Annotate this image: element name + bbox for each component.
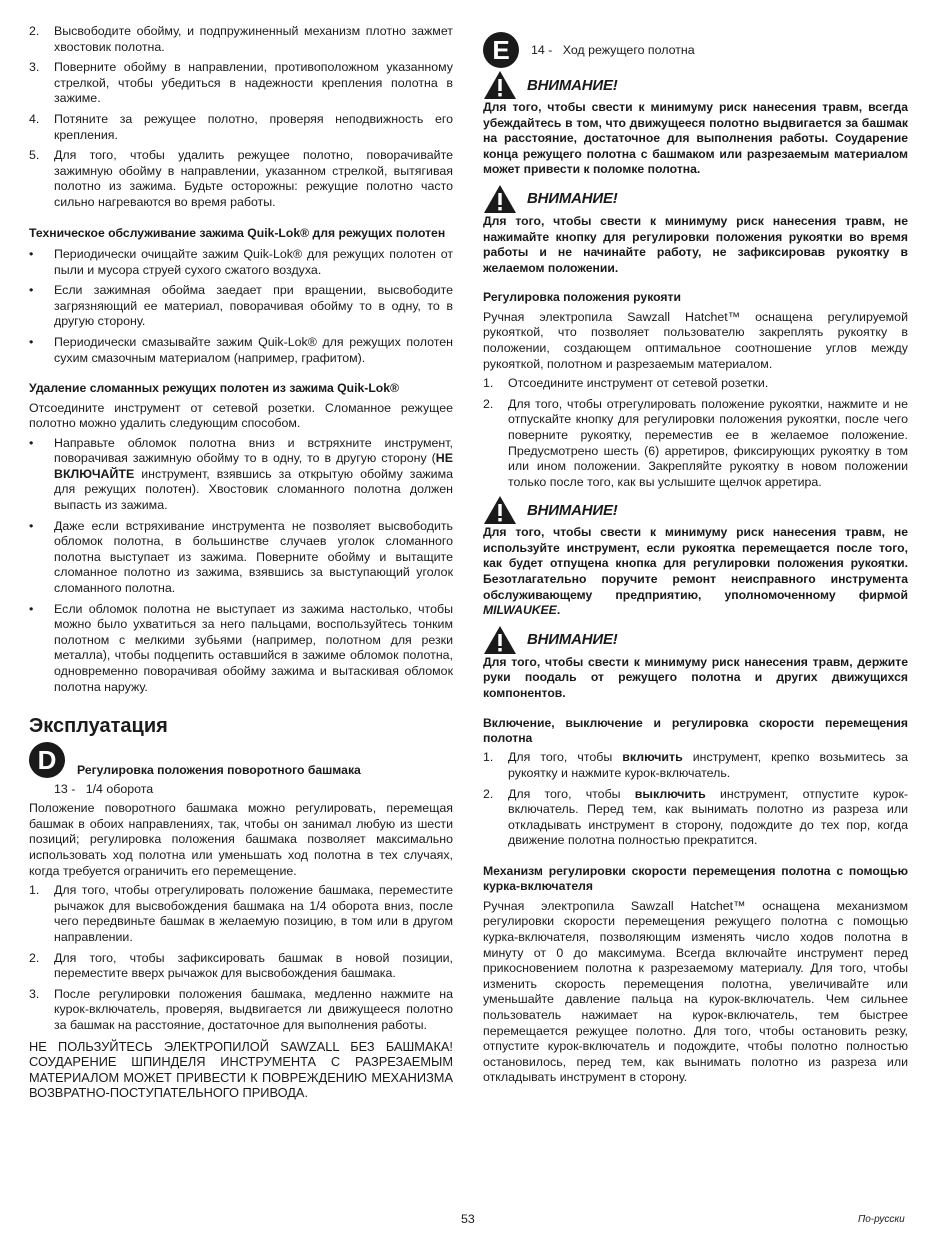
warning-triangle-icon: [483, 495, 517, 525]
warning-header: [483, 629, 908, 651]
bullet-icon: •: [29, 518, 34, 533]
list-item: 4. Потяните за режущее полотно, проверяя неподвижность его крепления.: [29, 111, 453, 142]
warning-header: [483, 74, 908, 96]
warning-title: ВНИМАНИЕ!: [527, 190, 618, 208]
page-number: 53: [461, 1212, 475, 1226]
section-heading: Удаление сломанных режущих полотен из зажима Quik-Lok®: [29, 381, 399, 396]
paragraph: Ручная электропила Sawzall Hatchet™ оснащена механизмом регулировки скорости перемещения режущего полотна с помощью курка-включателя, позволяющим изменять число ходов полотна в минуту от 0 до максимума. Всегда включайте инструмент перед прикосновением полотна к разрезаемому материалу. Для того, чтобы изменить скорость перемещения полотна, увеличивайте или уменьшайте давление пальца на курок-включатель. Чем сильнее пользователь нажимает на курок-включатель, тем быстрее перемещается режущее полотно. Для того, чтобы остановить резку, отпустите курок-включатель и подождите, чтобы полотно полностью остановилось, перед тем, как вынимать полотно из разреза или откладывать инструмент в сторону.: [483, 898, 908, 1085]
paragraph: Отсоедините инструмент от сетевой розетки. Сломанное режущее полотно можно удалить следующим способом.: [29, 400, 453, 431]
warning-title: ВНИМАНИЕ!: [527, 501, 618, 519]
warning-text: Для того, чтобы свести к минимуму риск нанесения травм, не используйте инструмент, если рукоятка перемещается после того, как будет отпущена кнопка для регулировки положения рукоятки. Безотлагательно поручите ремонт неисправного инструмента обслуживающему предприятию, уполномоченному фирмой MILWAUKEE.: [483, 525, 908, 618]
bullet-icon: •: [29, 283, 34, 298]
section-heading: Регулировка положения рукояти: [483, 290, 682, 305]
paragraph: Ручная электропила Sawzall Hatchet™ оснащена регулируемой рукояткой, что позволяет пользователю закреплять рукоятку в положении, создающем оптимальное соотношение углов между рукояткой, полотном и разрезаемым материалом.: [483, 309, 908, 371]
warning-text: Для того, чтобы свести к минимуму риск нанесения травм, держите руки поодаль от режущего полотна и других движущихся компонентов.: [483, 654, 908, 701]
section-d-title: Регулировка положения поворотного башмака: [77, 762, 361, 777]
list-item: 2. Для того, чтобы выключить инструмент, отпустите курок-включатель. Перед тем, как вынимать полотно из разреза или откладывать инструмент в сторону, подождите до тех пор, когда движение полотна полностью прекратится.: [483, 786, 908, 848]
bullet-icon: •: [29, 334, 34, 349]
shoe-steps-list: [29, 883, 453, 1033]
operation-title: Эксплуатация: [29, 715, 168, 738]
list-item: • Периодически смазывайте зажим Quik-Lok® для режущих полотен сухим смазочным материалом (например, графитом).: [29, 334, 453, 365]
warning-title: ВНИМАНИЕ!: [527, 76, 618, 94]
section-heading: Включение, выключение и регулировка скорости перемещения полотна: [483, 715, 908, 746]
figure-ref-14: 14 - Ход режущего полотна: [531, 42, 695, 57]
list-item: • Направьте обломок полотна вниз и встряхните инструмент, поворачивая зажимную обойму то в одну, то в другую сторону (НЕ ВКЛЮЧАЙТЕ инструмент, взявшись за открытую обойму зажима для режущих полотен). Хвостовик сломанного полотна должен выпасть из зажима.: [29, 435, 453, 513]
list-item: 2. Для того, чтобы зафиксировать башмак в новой позиции, переместите вверх рычажок для высвобождения башмака.: [29, 950, 453, 981]
warning-triangle-icon: [483, 70, 517, 100]
warning-header: [483, 188, 908, 210]
section-e-header: [483, 32, 908, 68]
left-column: [29, 24, 453, 1101]
section-letter-d: D: [29, 742, 65, 778]
list-item: 3. После регулировки положения башмака, медленно нажмите на курок-включатель, проверяя, выдвигается ли движущееся полотно за башмак на расстояние, достаточное для выполнения работы.: [29, 986, 453, 1032]
switch-steps-list: [483, 750, 908, 849]
section-d-header: [29, 742, 453, 778]
list-item: • Если зажимная обойма заедает при вращении, высвободите загрязняющий ее материал, поворачивая обойму то в одну, то в другую сторону.: [29, 283, 453, 329]
figure-ref-13: 13 - 1/4 оборота: [54, 782, 154, 797]
language-label: По-русски: [858, 1214, 905, 1225]
list-item: 2. Для того, чтобы отрегулировать положение рукоятки, нажмите и не отпускайте кнопку для регулировки положения рукоятки, после чего поверните рукоятку, переместив ее в желаемое положение. Предусмотрено шесть (6) арретиров, фиксирующих рукоятку в том или ином положении. Закрепляйте рукоятку в новом положении только после того, как вы услышите щелчок арретира.: [483, 396, 908, 489]
warning-text: Для того, чтобы свести к минимуму риск нанесения травм, всегда убеждайтесь в том, что движущееся полотно выдвигается за башмак на расстояние, достаточное для выполнения работы. Соударение конца режущего полотна с башмаком или разрезаемым материалом может привести к поломке полотна.: [483, 100, 908, 177]
section-heading: Техническое обслуживание зажима Quik-Lok® для режущих полотен: [29, 225, 446, 240]
warning-header: [483, 499, 908, 521]
list-item: • Периодически очищайте зажим Quik-Lok® для режущих полотен от пыли и мусора струей сухого сжатого воздуха.: [29, 246, 453, 277]
handle-steps-list: [483, 376, 908, 490]
warning-triangle-icon: [483, 625, 517, 655]
list-item: 1. Отсоедините инструмент от сетевой розетки.: [483, 376, 769, 391]
install-steps-list: [29, 24, 453, 211]
section-letter-e: E: [483, 32, 519, 68]
list-item: 2. Высвободите обойму, и подпружиненный механизм плотно зажмет хвостовик полотна.: [29, 24, 453, 54]
list-item: • Даже если встряхивание инструмента не позволяет высвободить обломок полотна, в большинстве случаев уголок сломанного полотна выступает из зажима. Поверните обойму и вытащите сломанное полотно из зажима, взявшись за выступающий уголок сломанного полотна.: [29, 518, 453, 596]
bullet-icon: •: [29, 435, 34, 450]
warning-triangle-icon: [483, 184, 517, 214]
list-item: 5. Для того, чтобы удалить режущее полотно, поворачивайте зажимную обойму в направлении, указанном стрелкой, вытягивая полотно из зажима. Будьте осторожны: режущие полотно часто сильно нагреваются во время работы.: [29, 148, 453, 209]
list-item: • Если обломок полотна не выступает из зажима настолько, чтобы можно было ухватиться за него пальцами, воспользуйтесь тонким полотном с мелкими зубьями (например, полотном для резки металла), чтобы подцепить оставшийся в зажиме обломок полотна, одновременно поворачивая обойму зажима и вытаскивая обломок полотна наружу.: [29, 601, 453, 694]
list-item: 1. Для того, чтобы отрегулировать положение башмака, переместите рычажок для высвобождения башмака на 1/4 оборота вниз, после чего передвиньте башмак в желаемую позицию, в том или в другом направлении.: [29, 883, 453, 944]
section-heading: Механизм регулировки скорости перемещения полотна с помощью курка-включателя: [483, 864, 908, 894]
warning-title: ВНИМАНИЕ!: [527, 631, 618, 649]
caps-warning: НЕ ПОЛЬЗУЙТЕСЬ ЭЛЕКТРОПИЛОЙ SAWZALL БЕЗ БАШМАКА! СОУДАРЕНИЕ ШПИНДЕЛЯ ИНСТРУМЕНТА С РАЗРЕЗАЕМЫМ МАТЕРИАЛОМ МОЖЕТ ПРИВЕСТИ К ПОВРЕЖДЕНИЮ МЕХАНИЗМА ВОЗВРАТНО-ПОСТУПАТЕЛЬНОГО ПРИВОДА.: [29, 1038, 453, 1101]
bullet-icon: •: [29, 601, 34, 616]
list-item: 1. Для того, чтобы включить инструмент, крепко возьмитесь за рукоятку и нажмите курок-включатель.: [483, 750, 908, 781]
bullet-icon: •: [29, 246, 34, 261]
list-item: 3. Поверните обойму в направлении, противоположном указанному стрелкой, чтобы убедиться в надежности крепления полотна в зажиме.: [29, 60, 453, 106]
broken-blade-list: [29, 436, 453, 696]
maintenance-list: [29, 247, 453, 366]
right-column: [483, 32, 908, 1086]
warning-text: Для того, чтобы свести к минимуму риск нанесения травм, не нажимайте кнопку для регулировки положения рукоятки во время работы и не начинайте работу, не зафиксировав рукоятку в желаемом положении.: [483, 213, 908, 275]
paragraph: Положение поворотного башмака можно регулировать, перемещая башмак в обоих направлениях, так, чтобы он занимал любую из шести позиций; регулировка положения башмака позволяет максимально использовать ход полотна или уменьшать ход полотна в тех случаях, когда требуется ограничить его перемещение.: [29, 801, 453, 878]
